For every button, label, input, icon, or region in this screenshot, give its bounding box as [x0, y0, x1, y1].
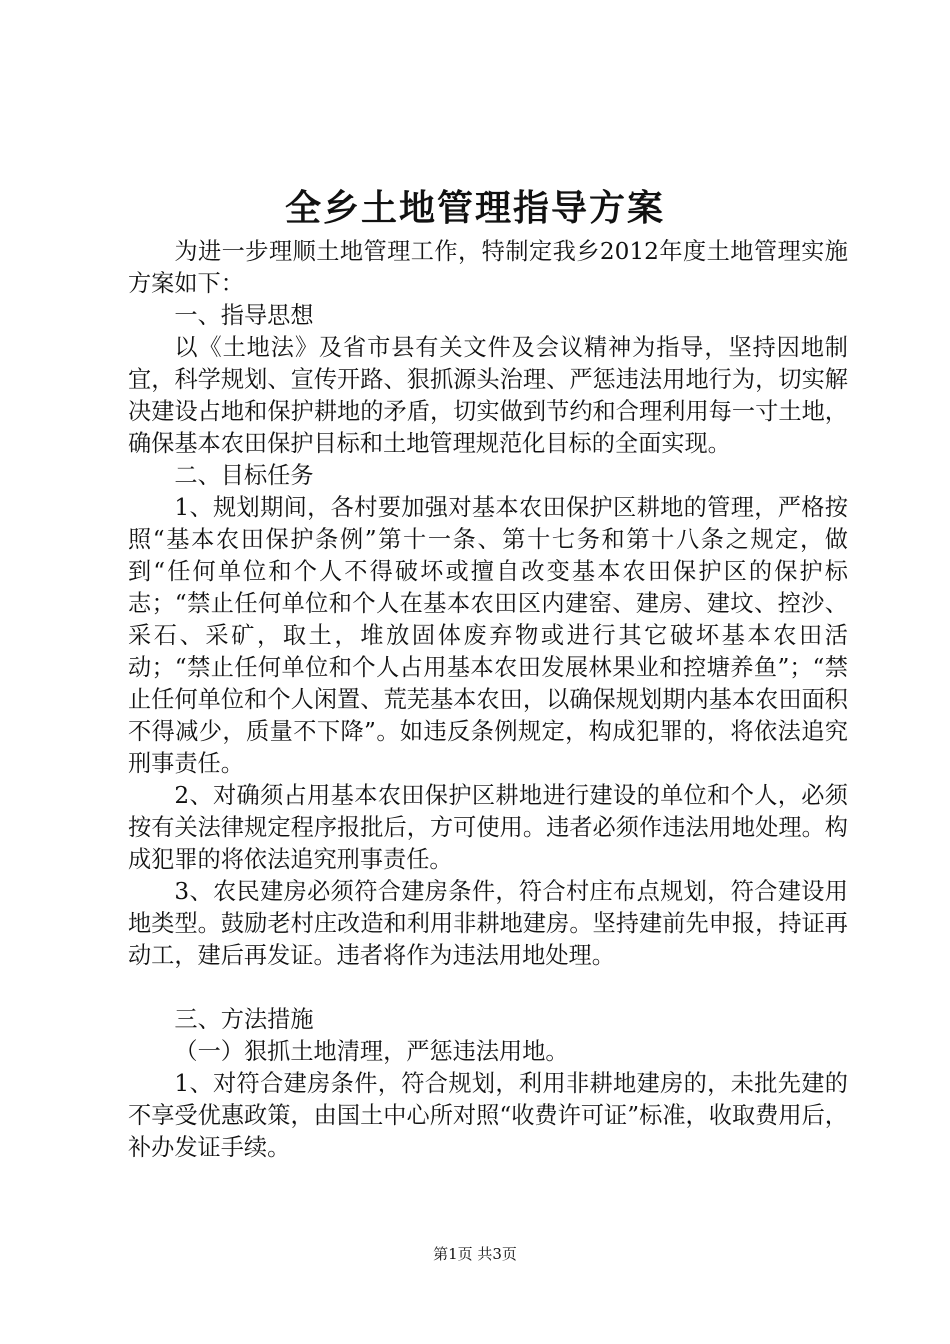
page-footer: 第1页 共3页	[433, 1245, 517, 1263]
section-heading-methods: 三、方法措施	[174, 1006, 314, 1033]
intro-paragraph: 为进一步理顺土地管理工作，特制定我乡2012年度土地管理实施方案如下：	[128, 238, 848, 297]
guiding-ideology-paragraph: 以《土地法》及省市县有关文件及会议精神为指导，坚持因地制宜，科学规划、宣传开路、狠抓源头治理、严惩违法用地行为，切实解决建设占地和保护耕地的矛盾，切实做到节约和合理利用每一寸土地，确保基本农田保护目标和土地管理规范化目标的全面实现。	[128, 334, 848, 457]
paragraph-gap	[128, 972, 848, 1004]
method-item-1: 1、对符合建房条件，符合规划，利用非耕地建房的，未批先建的不享受优惠政策，由国土中心所对照“收费许可证”标准，收取费用后，补办发证手续。	[128, 1070, 848, 1161]
subsection-heading-land-cleanup: （一）狠抓土地清理，严惩违法用地。	[174, 1038, 569, 1065]
target-item-2: 2、对确须占用基本农田保护区耕地进行建设的单位和个人，必须按有关法律规定程序报批后，方可使用。违者必须作违法用地处理。构成犯罪的将依法追究刑事责任。	[128, 782, 848, 873]
section-heading-targets: 二、目标任务	[174, 462, 314, 489]
document-body	[128, 236, 848, 1164]
section-heading-guiding-ideology: 一、指导思想	[174, 302, 314, 329]
target-item-1: 1、规划期间，各村要加强对基本农田保护区耕地的管理，严格按照“基本农田保护条例”第十一条、第十七务和第十八条之规定，做到“任何单位和个人不得破坏或擅自改变基本农田保护区的保护标志；“禁止任何单位和个人在基本农田区内建窑、建房、建坟、控沙、采石、采矿，取土，堆放固体废弃物或进行其它破坏基本农田活动；“禁止任何单位和个人占用基本农田发展林果业和控塘养鱼”；“禁止任何单位和个人闲置、荒芜基本农田，以确保规划期内基本农田面积不得减少，质量不下降”。如违反条例规定，构成犯罪的，将依法追究刑事责任。	[128, 494, 848, 777]
target-item-3: 3、农民建房必须符合建房条件，符合村庄布点规划，符合建设用地类型。鼓励老村庄改造和利用非耕地建房。坚持建前先申报，持证再动工，建后再发证。违者将作为违法用地处理。	[128, 878, 848, 969]
document-title: 全乡土地管理指导方案	[284, 187, 665, 229]
